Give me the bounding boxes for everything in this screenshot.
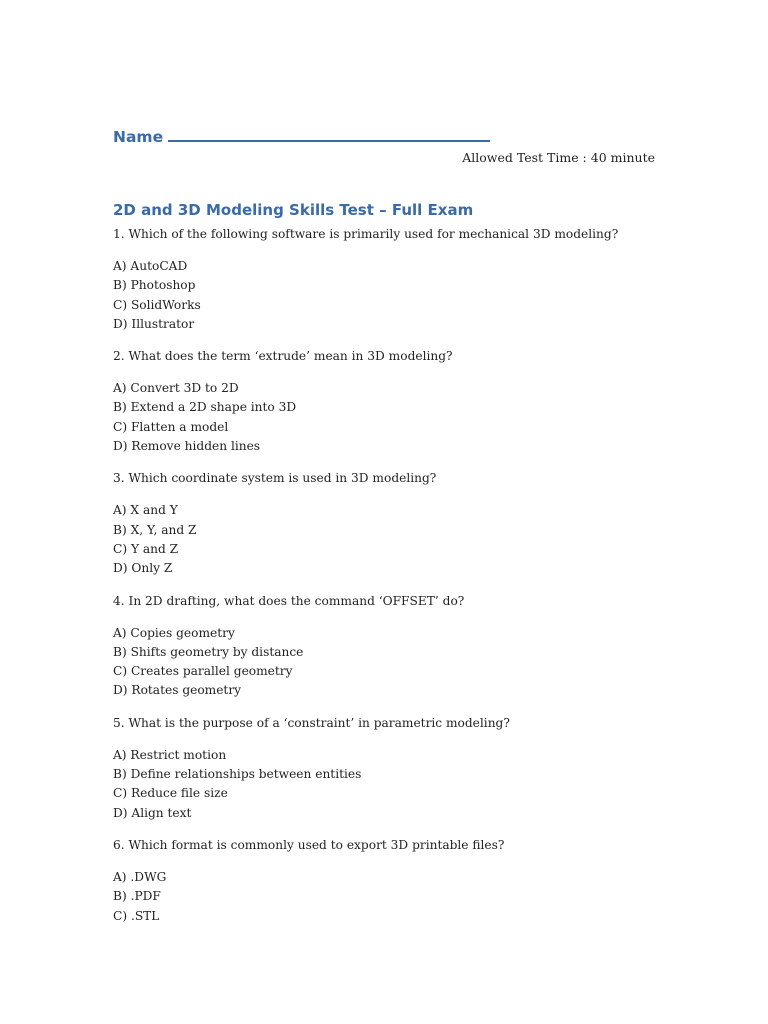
questions-list xyxy=(113,225,673,926)
question-text: 2. What does the term ‘extrude’ mean in 3D modeling? xyxy=(113,349,453,364)
answer-option: C) Reduce file size xyxy=(113,786,228,801)
answer-option: A) AutoCAD xyxy=(113,259,188,273)
answer-option: B) Define relationships between entities xyxy=(113,767,362,782)
question-2 xyxy=(113,347,673,456)
question-1 xyxy=(113,225,673,334)
answer-option: B) Photoshop xyxy=(113,278,196,293)
question-text: 4. In 2D drafting, what does the command ‘OFFSET’ do? xyxy=(113,593,465,608)
answer-option: B) Extend a 2D shape into 3D xyxy=(113,400,297,415)
answer-option: A) X and Y xyxy=(113,503,178,518)
allowed-test-time: Allowed Test Time : 40 minute xyxy=(462,150,655,165)
question-text: 6. Which format is commonly used to export 3D printable files? xyxy=(113,837,505,852)
answer-option: A) Convert 3D to 2D xyxy=(113,381,239,396)
answer-option: D) Remove hidden lines xyxy=(113,439,261,454)
name-label: Name xyxy=(113,128,164,146)
answer-option: D) Rotates geometry xyxy=(113,683,242,698)
question-6 xyxy=(113,836,673,926)
answer-option: C) SolidWorks xyxy=(113,297,201,312)
answer-option: B) .PDF xyxy=(113,889,161,904)
question-text: 5. What is the purpose of a ‘constraint’ in parametric modeling? xyxy=(113,715,510,730)
question-3 xyxy=(113,469,673,578)
question-text: 3. Which coordinate system is used in 3D modeling? xyxy=(113,471,437,486)
answer-option: B) X, Y, and Z xyxy=(113,522,197,537)
name-field-line xyxy=(113,126,490,146)
exam-title: 2D and 3D Modeling Skills Test – Full Exam xyxy=(113,201,474,219)
name-blank-underline xyxy=(168,126,490,142)
answer-option: B) Shifts geometry by distance xyxy=(113,644,304,659)
answer-option: C) Creates parallel geometry xyxy=(113,664,293,679)
answer-option: D) Illustrator xyxy=(113,316,195,331)
answer-option: D) Align text xyxy=(113,805,192,820)
answer-option: A) Restrict motion xyxy=(113,747,227,762)
question-5 xyxy=(113,714,673,823)
answer-option: A) Copies geometry xyxy=(113,625,235,640)
question-text: 1. Which of the following software is primarily used for mechanical 3D modeling? xyxy=(113,227,619,241)
question-4 xyxy=(113,592,673,701)
answer-option: D) Only Z xyxy=(113,561,173,576)
answer-option: A) .DWG xyxy=(113,869,167,884)
answer-option: C) Y and Z xyxy=(113,541,179,556)
answer-option: C) Flatten a model xyxy=(113,419,229,434)
answer-option: C) .STL xyxy=(113,908,160,923)
